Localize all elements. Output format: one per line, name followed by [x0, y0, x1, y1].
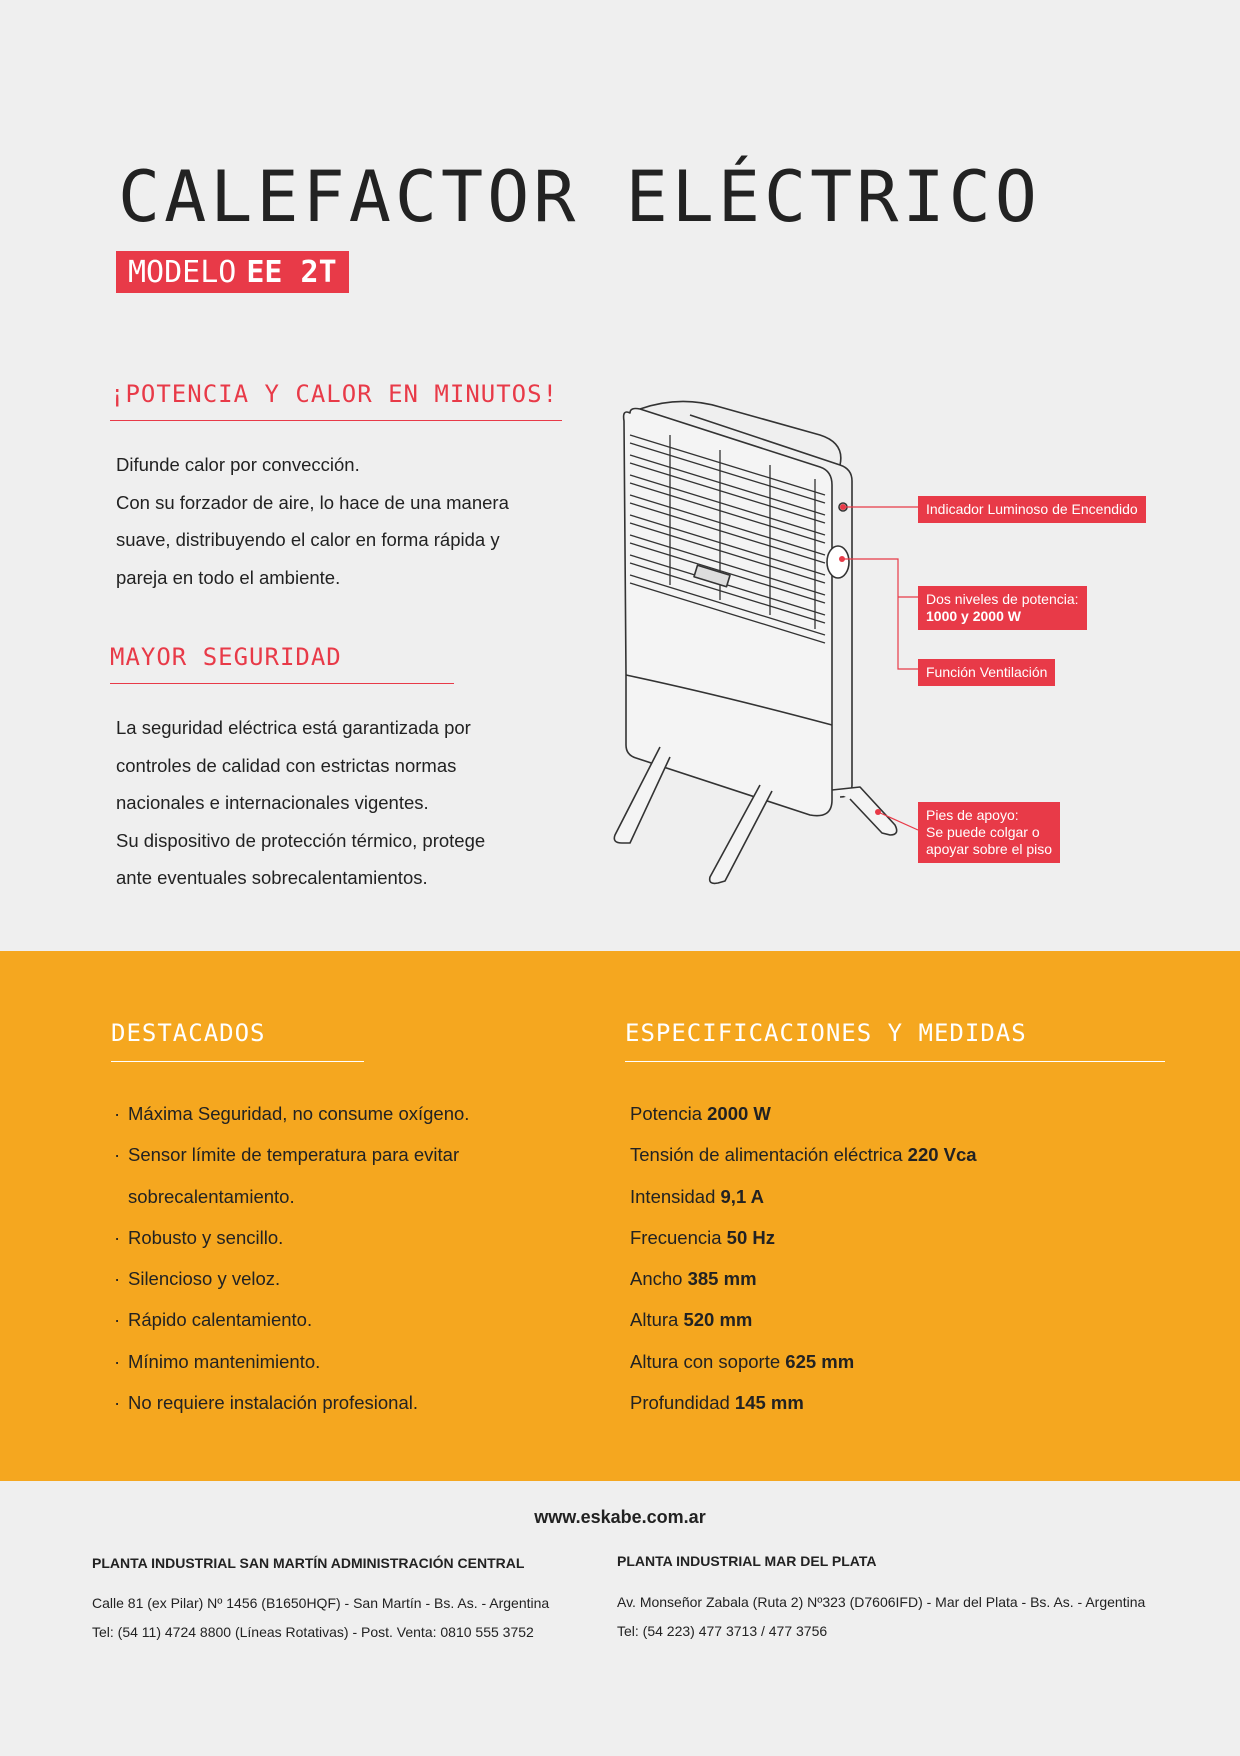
website-link[interactable]: www.eskabe.com.ar: [534, 1507, 706, 1527]
plant2-info: [617, 1588, 1145, 1646]
intro-paragraph: [116, 446, 509, 596]
model-badge: [116, 251, 349, 293]
spec-row: Intensidad 9,1 A: [630, 1185, 765, 1207]
page-title: CALEFACTOR ELÉCTRICO: [118, 156, 1041, 238]
list-item: · Máxima Seguridad, no consume oxígeno.: [114, 1103, 470, 1124]
spec-row: Ancho 385 mm: [630, 1268, 757, 1290]
plant1-phone: Tel: (54 11) 4724 8800 (Líneas Rotativas) - Post. Venta: 0810 555 3752: [92, 1624, 534, 1640]
callout-fan: Función Ventilación: [918, 659, 1055, 686]
plant2-address: Av. Monseñor Zabala (Ruta 2) Nº323 (D7606IFD) - Mar del Plata - Bs. As. - Argentina: [617, 1594, 1146, 1610]
intro-line: pareja en todo el ambiente.: [116, 566, 341, 588]
list-item: · No requiere instalación profesional.: [114, 1392, 419, 1414]
list-item: sobrecalentamiento.: [128, 1185, 295, 1207]
safety-line: Su dispositivo de protección térmico, protege: [116, 829, 486, 851]
callout-feet-line: Se puede colgar o: [926, 824, 1040, 840]
specs-heading: ESPECIFICACIONES Y MEDIDAS: [625, 1019, 1165, 1062]
highlights-heading: DESTACADOS: [111, 1019, 364, 1062]
safety-line: La seguridad eléctrica está garantizada por: [116, 717, 471, 738]
spec-row: Frecuencia 50 Hz: [630, 1226, 775, 1248]
intro-line: Con su forzador de aire, lo hace de una manera: [116, 491, 509, 513]
safety-line: controles de calidad con estrictas normas: [116, 754, 457, 776]
safety-heading: MAYOR SEGURIDAD: [110, 643, 454, 684]
spec-row: Altura 520 mm: [630, 1309, 753, 1331]
intro-heading: ¡POTENCIA Y CALOR EN MINUTOS!: [110, 380, 562, 421]
spec-row: Profundidad 145 mm: [630, 1392, 804, 1414]
callout-feet-line: Pies de apoyo:: [926, 807, 1019, 823]
list-item: · Rápido calentamiento.: [114, 1309, 313, 1331]
model-code: EE 2T: [246, 255, 337, 290]
spec-row: Tensión de alimentación eléctrica 220 Vca: [630, 1144, 977, 1166]
callout-indicator: Indicador Luminoso de Encendido: [918, 496, 1146, 523]
plant2-title: PLANTA INDUSTRIAL MAR DEL PLATA: [617, 1553, 877, 1569]
list-item: · Robusto y sencillo.: [114, 1226, 284, 1248]
spec-row: Potencia 2000 W: [630, 1103, 771, 1124]
callout-feet: [918, 802, 1060, 863]
list-item: · Sensor límite de temperatura para evitar: [114, 1144, 460, 1166]
safety-line: ante eventuales sobrecalentamientos.: [116, 867, 428, 888]
callout-power-levels: [918, 586, 1087, 630]
callout-power-line: Dos niveles de potencia:: [926, 591, 1079, 607]
callout-power-line: 1000 y 2000 W: [926, 608, 1021, 624]
list-item: · Silencioso y veloz.: [114, 1268, 281, 1290]
safety-line: nacionales e internacionales vigentes.: [116, 792, 429, 813]
spec-row: Altura con soporte 625 mm: [630, 1350, 855, 1372]
highlights-list: [114, 1093, 469, 1423]
intro-line: Difunde calor por convección.: [116, 454, 360, 475]
model-prefix: MODELO: [128, 255, 237, 290]
intro-line: suave, distribuyendo el calor en forma rápida y: [116, 529, 500, 550]
plant2-phone: Tel: (54 223) 477 3713 / 477 3756: [617, 1623, 828, 1639]
heater-illustration: [600, 395, 940, 895]
specs-list: [630, 1093, 977, 1423]
list-item: · Mínimo mantenimiento.: [114, 1350, 321, 1372]
safety-paragraph: [116, 709, 485, 897]
plant1-title: PLANTA INDUSTRIAL SAN MARTÍN ADMINISTRACIÓN CENTRAL: [92, 1555, 525, 1571]
plant1-address: Calle 81 (ex Pilar) Nº 1456 (B1650HQF) - San Martín - Bs. As. - Argentina: [92, 1595, 550, 1611]
plant1-info: [92, 1589, 549, 1647]
callout-feet-line: apoyar sobre el piso: [926, 841, 1053, 857]
